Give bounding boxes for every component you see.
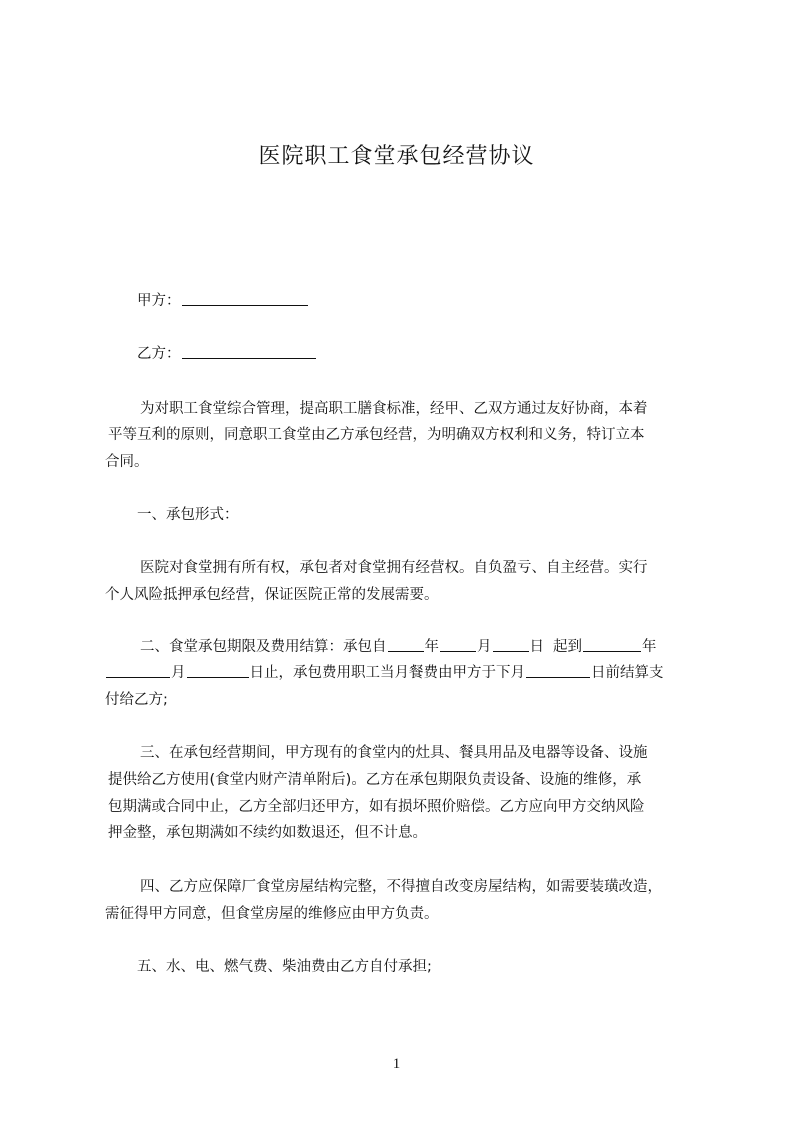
- end-year-label: 年: [642, 639, 657, 655]
- section-4-line-2: 需征得甲方同意，但食堂房屋的维修应由甲方负责。: [105, 906, 439, 922]
- start-month-label: 月: [477, 639, 492, 655]
- start-day-blank: [493, 637, 529, 652]
- end-day-label: 日止，承包费用职工当月餐费由甲方于下月: [249, 665, 525, 681]
- party-a-label: 甲方：: [137, 293, 181, 309]
- section-1-line-1: 医院对食堂拥有所有权，承包者对食堂拥有经营权。自负盈亏、自主经营。实行: [140, 560, 648, 576]
- party-b-line: [137, 343, 317, 365]
- start-day-label: 日: [529, 639, 544, 655]
- settle-day-blank: [526, 663, 590, 678]
- party-a-blank: [182, 291, 308, 306]
- to-label: 起到: [553, 639, 582, 655]
- end-month-blank: [106, 663, 170, 678]
- document-title: 医院职工食堂承包经营协议: [258, 144, 535, 169]
- end-day-blank: [187, 663, 249, 678]
- intro-line-1: 为对职工食堂综合管理，提高职工膳食标准，经甲、乙双方通过友好协商，本着: [140, 401, 648, 417]
- party-b-label: 乙方：: [137, 346, 181, 362]
- page-number: 1: [392, 1056, 401, 1072]
- section-2-line-1: [140, 636, 657, 658]
- section-5-line: 五、水、电、燃气费、柴油费由乙方自付承担;: [137, 959, 432, 975]
- section-1-heading: 一、承包形式：: [137, 507, 239, 523]
- start-month-blank: [440, 637, 476, 652]
- section-2-line-3: 付给乙方;: [105, 692, 168, 708]
- start-year-label: 年: [424, 639, 439, 655]
- section-2-lead: 二、食堂承包期限及费用结算：承包自: [140, 639, 387, 655]
- section-3-line-2: 提供给乙方使用(食堂内财产清单附后)。乙方在承包期限负责设备、设施的维修，承: [108, 772, 642, 788]
- section-3-line-1: 三、在承包经营期间，甲方现有的食堂内的灶具、餐具用品及电器等设备、设施: [140, 745, 648, 761]
- section-3-line-3: 包期满或合同中止，乙方全部归还甲方，如有损坏照价赔偿。乙方应向甲方交纳风险: [108, 799, 645, 815]
- intro-line-2: 平等互利的原则，同意职工食堂由乙方承包经营，为明确双方权利和义务，特订立本: [108, 427, 645, 443]
- party-a-line: [137, 290, 309, 312]
- section-3-line-4: 押金整，承包期满如不续约如数退还，但不计息。: [108, 825, 427, 841]
- settle-label: 日前结算支: [591, 665, 664, 681]
- end-month-label: 月: [171, 665, 186, 681]
- start-year-blank: [388, 637, 424, 652]
- section-2-line-2: [105, 662, 664, 684]
- section-4-line-1: 四、乙方应保障厂食堂房屋结构完整，不得擅自改变房屋结构，如需要装璜改造，: [140, 879, 662, 895]
- party-b-blank: [182, 344, 316, 359]
- section-1-line-2: 个人风险抵押承包经营，保证医院正常的发展需要。: [105, 587, 439, 603]
- intro-line-3: 合同。: [105, 454, 149, 470]
- end-year-blank: [583, 637, 641, 652]
